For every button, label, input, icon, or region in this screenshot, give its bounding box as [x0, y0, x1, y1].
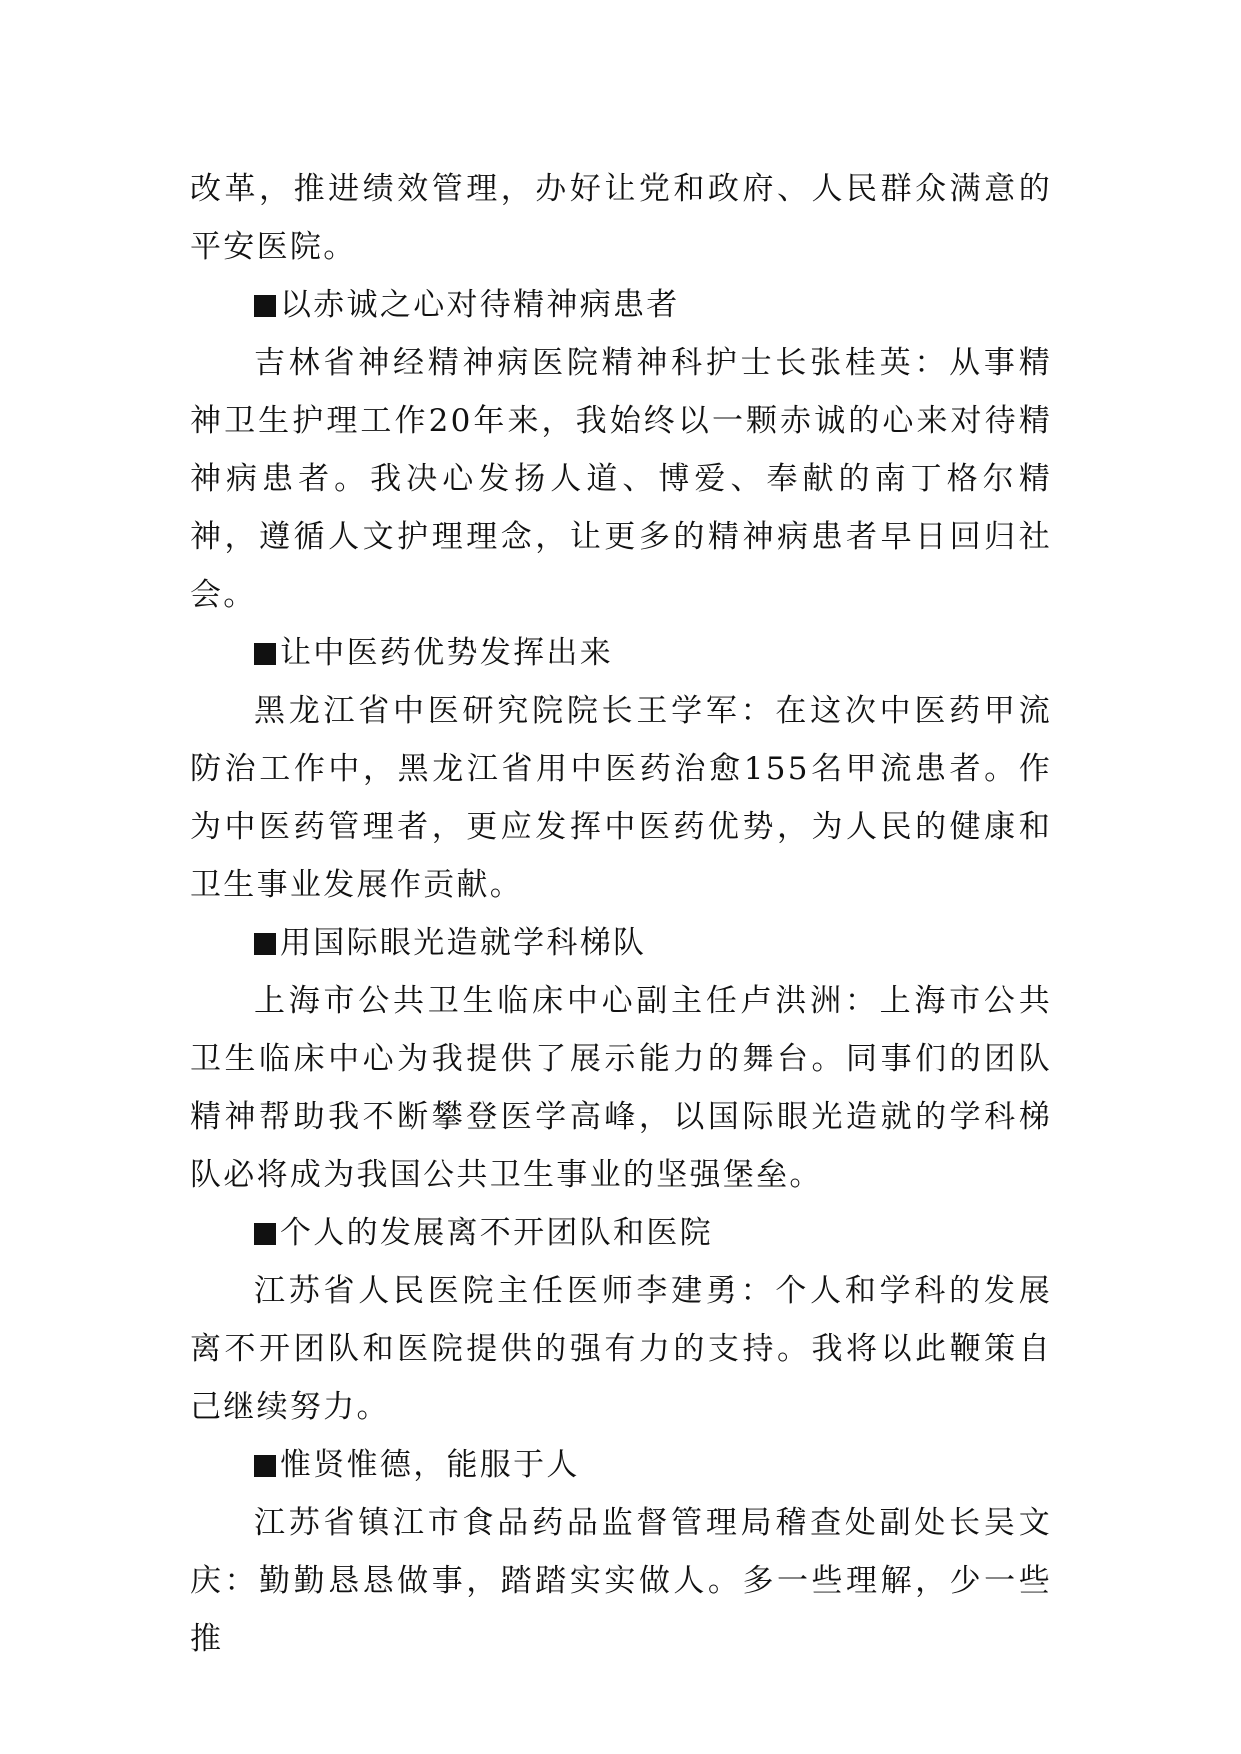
black-square-icon	[254, 1223, 276, 1245]
section-heading-2	[190, 624, 1052, 682]
black-square-icon	[254, 933, 276, 955]
black-square-icon	[254, 295, 276, 317]
black-square-icon	[254, 1455, 276, 1477]
section-heading-text: 个人的发展离不开团队和医院	[280, 1215, 713, 1251]
black-square-icon	[254, 643, 276, 665]
section-heading-5	[190, 1436, 1052, 1494]
section-heading-4	[190, 1204, 1052, 1262]
document-body	[190, 160, 1052, 1668]
section-body-2: 黑龙江省中医研究院院长王学军：在这次中医药甲流防治工作中，黑龙江省用中医药治愈155名甲流患者。作为中医药管理者，更应发挥中医药优势，为人民的健康和卫生事业发展作贡献。	[190, 693, 1052, 903]
intro-paragraph: 改革，推进绩效管理，办好让党和政府、人民群众满意的平安医院。	[190, 171, 1052, 265]
section-body-5: 江苏省镇江市食品药品监督管理局稽查处副处长吴文庆：勤勤恳恳做事，踏踏实实做人。多一些理解，少一些推	[190, 1505, 1052, 1657]
section-heading-text: 让中医药优势发挥出来	[280, 635, 613, 671]
section-body-3: 上海市公共卫生临床中心副主任卢洪洲：上海市公共卫生临床中心为我提供了展示能力的舞台。同事们的团队精神帮助我不断攀登医学高峰，以国际眼光造就的学科梯队必将成为我国公共卫生事业的坚强堡垒。	[190, 983, 1052, 1193]
section-heading-3	[190, 914, 1052, 972]
section-body-1: 吉林省神经精神病医院精神科护士长张桂英：从事精神卫生护理工作20年来，我始终以一颗赤诚的心来对待精神病患者。我决心发扬人道、博爱、奉献的南丁格尔精神，遵循人文护理理念，让更多的精神病患者早日回归社会。	[190, 345, 1052, 613]
section-heading-text: 以赤诚之心对待精神病患者	[280, 287, 680, 323]
section-body-4: 江苏省人民医院主任医师李建勇：个人和学科的发展离不开团队和医院提供的强有力的支持。我将以此鞭策自己继续努力。	[190, 1273, 1052, 1425]
section-heading-1	[190, 276, 1052, 334]
section-heading-text: 惟贤惟德，能服于人	[280, 1447, 580, 1483]
section-heading-text: 用国际眼光造就学科梯队	[280, 925, 647, 961]
